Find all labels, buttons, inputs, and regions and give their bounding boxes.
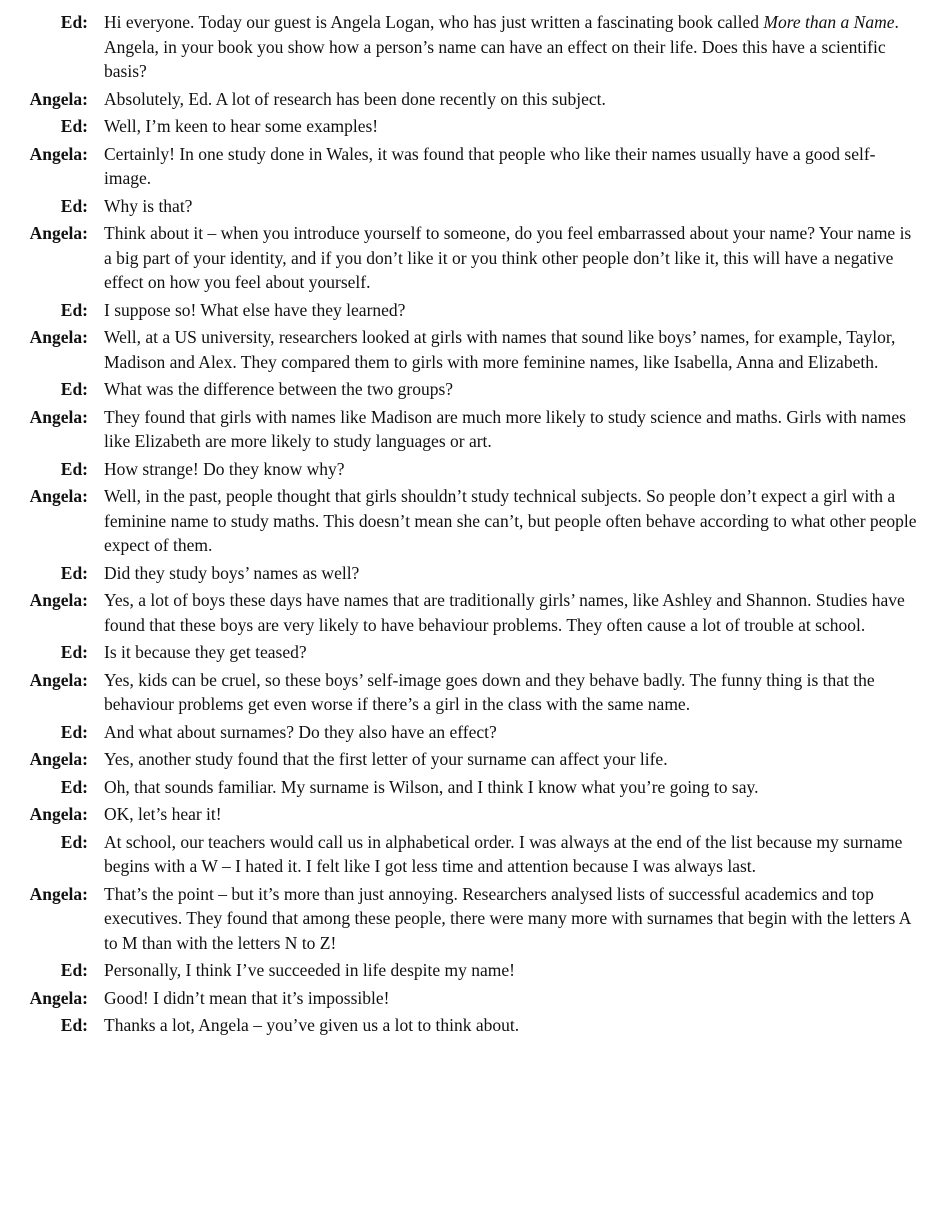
speaker-label: Angela: <box>29 883 88 904</box>
dialogue-text: Think about it – when you introduce yourself to someone, do you feel embarrassed about your name? Your name is a big part of your identity, and if you don’t like it or you think other people don’t like it, this will have a negative effect on how you feel about yourself. <box>104 223 912 292</box>
speaker-label: Ed: <box>60 776 88 797</box>
speaker-label: Angela: <box>29 669 88 690</box>
dialogue-text: Personally, I think I’ve succeeded in life despite my name! <box>104 960 515 980</box>
dialogue-text: Well, at a US university, researchers looked at girls with names that sound like boys’ names, for example, Taylor, Madison and Alex. They compared them to girls with more feminine names, like Isabella, Anna and Elizabeth. <box>104 327 896 372</box>
speaker-label: Angela: <box>29 88 88 109</box>
dialogue-turn <box>0 114 922 139</box>
dialogue-turn <box>0 747 922 772</box>
dialogue-turn <box>0 298 922 323</box>
dialogue-text: What was the difference between the two groups? <box>104 379 454 399</box>
speaker-label: Angela: <box>29 406 88 427</box>
dialogue-turn <box>0 377 922 402</box>
dialogue-text: Good! I didn’t mean that it’s impossible! <box>104 987 390 1008</box>
speaker-label: Ed: <box>60 458 88 479</box>
speaker-label: Angela: <box>29 590 88 610</box>
dialogue-turn <box>0 882 922 956</box>
dialogue-text: Why is that? <box>104 195 193 216</box>
dialogue-text: Yes, another study found that the first letter of your surname can affect your life. <box>104 749 668 769</box>
dialogue-text: That’s the point – but it’s more than just annoying. Researchers analysed lists of successful academics and top executives. They found that among these people, there were many more with surnames that begin with the letters A to M than with the letters N to Z! <box>104 883 911 953</box>
speaker-label: Angela: <box>29 749 88 769</box>
speaker-label: Ed: <box>60 721 88 742</box>
speaker-label: Ed: <box>60 299 88 320</box>
book-title: More than a Name <box>763 12 895 32</box>
dialogue-text: Certainly! In one study done in Wales, it was found that people who like their names usually have a good self-image. <box>104 143 876 188</box>
dialogue-text: They found that girls with names like Madison are much more likely to study science and maths. Girls with names like Elizabeth are more likely to study languages or art. <box>104 406 906 451</box>
dialogue-text: Oh, that sounds familiar. My surname is Wilson, and I think I know what you’re going to say. <box>104 776 759 797</box>
dialogue-text: At school, our teachers would call us in alphabetical order. I was always at the end of the list because my surname begins with a W – I hated it. I felt like I got less time and attention because I was always last. <box>104 831 903 876</box>
dialogue-turn <box>0 325 922 374</box>
dialogue-text: And what about surnames? Do they also have an effect? <box>104 721 497 742</box>
speaker-label: Ed: <box>60 12 88 32</box>
dialogue-turn <box>0 958 922 983</box>
dialogue-turn <box>0 668 922 717</box>
dialogue-turn <box>0 561 922 586</box>
dialogue-text: Absolutely, Ed. A lot of research has been done recently on this subject. <box>104 88 606 109</box>
dialogue-text: Well, I’m keen to hear some examples! <box>104 116 379 136</box>
speaker-label: Angela: <box>29 327 88 347</box>
dialogue-turn <box>0 640 922 665</box>
speaker-label: Angela: <box>29 223 88 243</box>
dialogue-turn <box>0 720 922 745</box>
speaker-label: Angela: <box>29 143 88 164</box>
dialogue-text: Well, in the past, people thought that girls shouldn’t study technical subjects. So people don’t expect a girl with a feminine name to study maths. This doesn’t mean she can’t, but people often behave according to what other people expect of them. <box>104 486 917 555</box>
dialogue-turn <box>0 802 922 827</box>
speaker-label: Ed: <box>60 831 88 852</box>
dialogue-text: OK, let’s hear it! <box>104 804 222 824</box>
dialogue-text: How strange! Do they know why? <box>104 458 345 479</box>
speaker-label: Angela: <box>29 987 88 1008</box>
dialogue-text: Hi everyone. Today our guest is Angela Logan, who has just written a fascinating book called More than a Name. Angela, in your book you show how a person’s name can have an effect on their life. Does this have a scientific basis? <box>104 12 899 81</box>
dialogue-turn <box>0 194 922 219</box>
dialogue-turn <box>0 1013 922 1038</box>
dialogue-turn <box>0 588 922 637</box>
dialogue-turn <box>0 87 922 112</box>
speaker-label: Ed: <box>60 116 88 136</box>
dialogue-turn <box>0 775 922 800</box>
dialogue-text: Thanks a lot, Angela – you’ve given us a lot to think about. <box>104 1015 520 1035</box>
dialogue-transcript <box>0 10 922 1038</box>
dialogue-text: Yes, kids can be cruel, so these boys’ self-image goes down and they behave badly. The funny thing is that the behaviour problems get even worse if there’s a girl in the class with the same name. <box>104 669 875 714</box>
dialogue-turn <box>0 142 922 191</box>
dialogue-turn <box>0 457 922 482</box>
speaker-label: Ed: <box>60 195 88 216</box>
dialogue-turn <box>0 986 922 1011</box>
dialogue-turn <box>0 484 922 558</box>
dialogue-text: Is it because they get teased? <box>104 642 307 662</box>
dialogue-text: I suppose so! What else have they learned? <box>104 299 406 320</box>
dialogue-text: Did they study boys’ names as well? <box>104 562 360 583</box>
speaker-label: Angela: <box>29 486 88 506</box>
speaker-label: Ed: <box>60 1015 88 1035</box>
speaker-label: Ed: <box>60 379 88 399</box>
speaker-label: Ed: <box>60 562 88 583</box>
speaker-label: Ed: <box>60 642 88 662</box>
dialogue-text: Yes, a lot of boys these days have names that are traditionally girls’ names, like Ashley and Shannon. Studies have found that these boys are very likely to have behaviour problems. They often cause a lot of trouble at school. <box>104 590 905 635</box>
speaker-label: Angela: <box>29 804 88 824</box>
dialogue-turn <box>0 830 922 879</box>
dialogue-turn <box>0 10 922 84</box>
speaker-label: Ed: <box>60 960 88 980</box>
dialogue-turn <box>0 405 922 454</box>
dialogue-turn <box>0 221 922 295</box>
